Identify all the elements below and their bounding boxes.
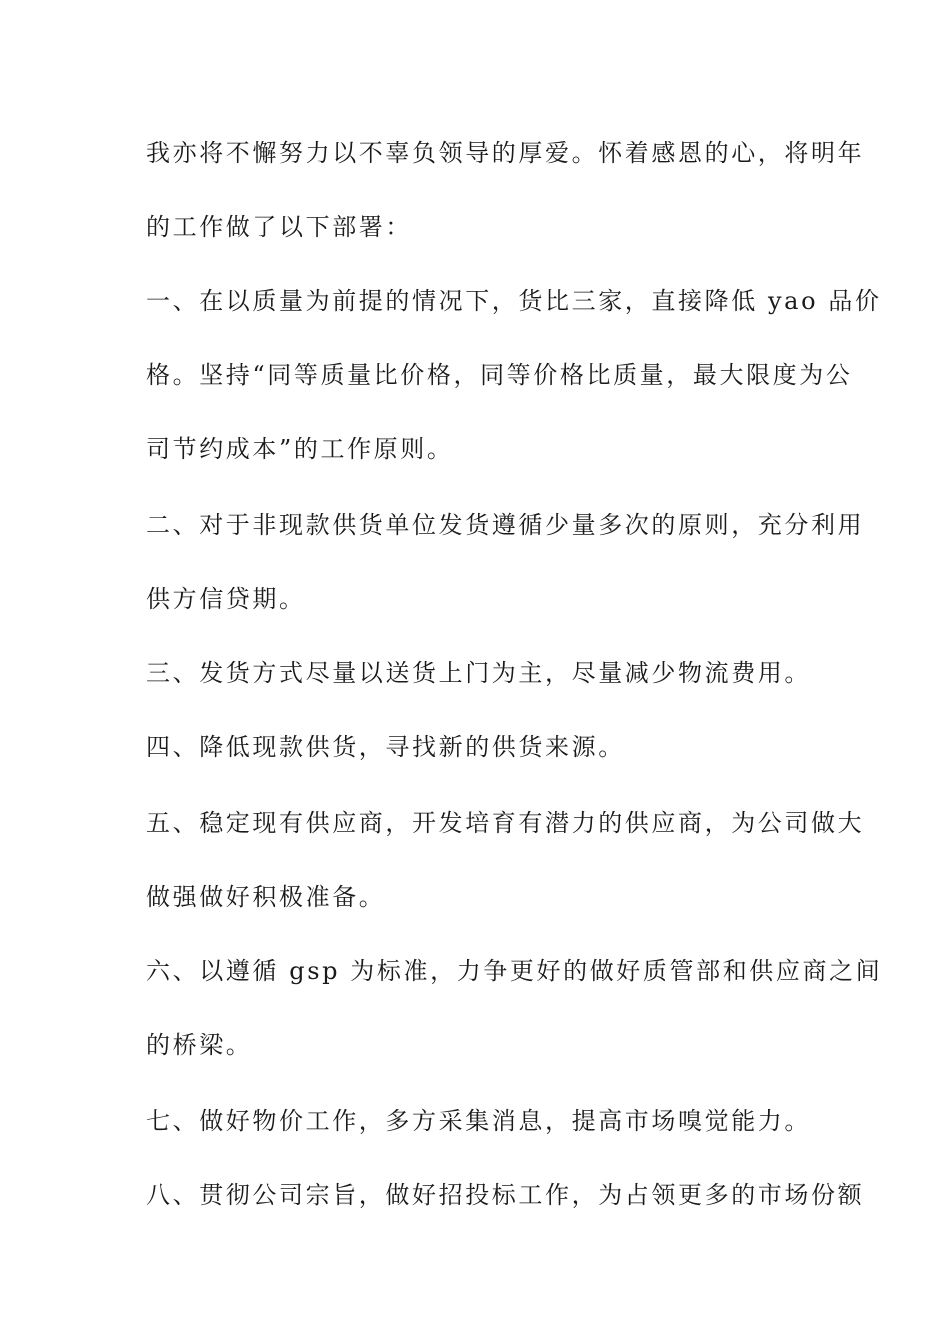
text-line: 六、以遵循 gsp 为标准，力争更好的做好质管部和供应商之间 bbox=[146, 957, 883, 985]
text-line: 七、做好物价工作，多方采集消息，提高市场嗅觉能力。 bbox=[146, 1107, 811, 1135]
text-line: 我亦将不懈努力以不辜负领导的厚爱。怀着感恩的心，将明年 bbox=[146, 139, 865, 167]
text-line: 二、对于非现款供货单位发货遵循少量多次的原则，充分利用 bbox=[146, 511, 865, 539]
text-line: 司节约成本”的工作原则。 bbox=[146, 435, 454, 463]
text-line: 三、发货方式尽量以送货上门为主，尽量减少物流费用。 bbox=[146, 659, 811, 687]
text-line: 格。坚持“同等质量比价格，同等价格比质量，最大限度为公 bbox=[146, 361, 853, 389]
text-line: 八、贯彻公司宗旨，做好招投标工作，为占领更多的市场份额 bbox=[146, 1181, 865, 1209]
text-line: 五、稳定现有供应商，开发培育有潜力的供应商，为公司做大 bbox=[146, 809, 865, 837]
text-line: 的桥梁。 bbox=[146, 1031, 253, 1059]
text-line: 的工作做了以下部署： bbox=[146, 213, 412, 241]
text-line: 一、在以质量为前提的情况下，货比三家，直接降低 yao 品价 bbox=[146, 287, 882, 315]
text-line: 四、降低现款供货，寻找新的供货来源。 bbox=[146, 733, 625, 761]
text-line: 供方信贷期。 bbox=[146, 585, 306, 613]
text-line: 做强做好积极准备。 bbox=[146, 883, 386, 911]
